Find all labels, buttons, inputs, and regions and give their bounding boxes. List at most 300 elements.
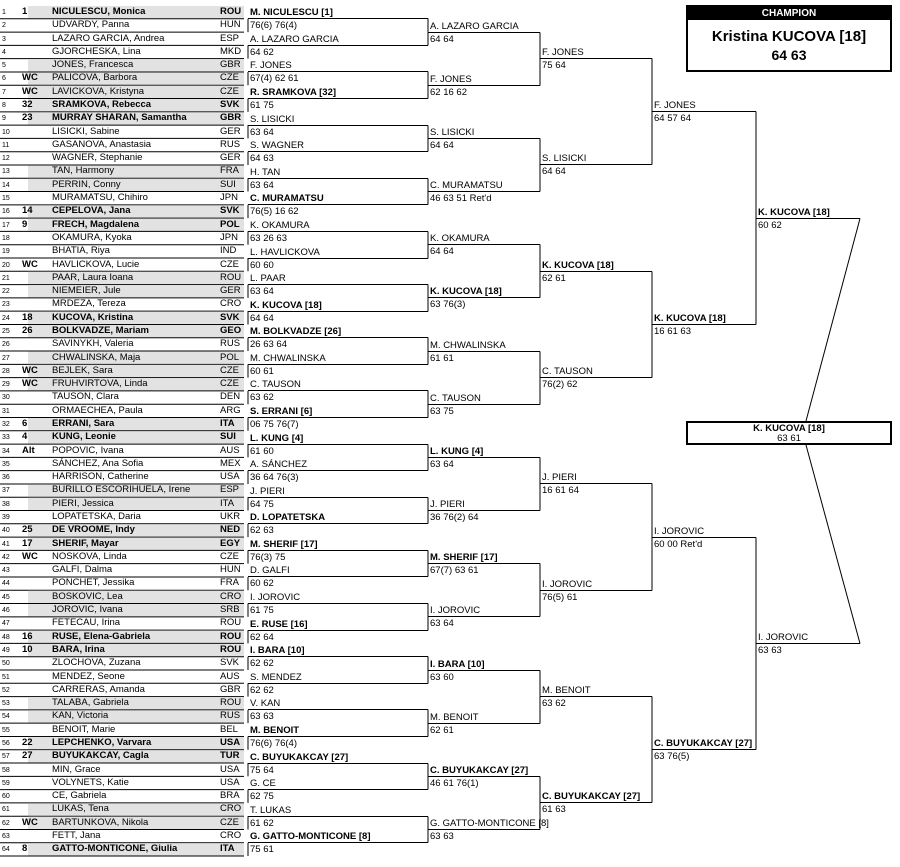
match-score: 63 75 [430, 405, 454, 417]
entry-nation: FRA [220, 577, 239, 589]
entry-number: 3 [2, 35, 6, 43]
entry-number: 38 [2, 500, 10, 508]
entry-name: KAN, Victoria [52, 710, 109, 722]
entry-name: BARA, Irina [52, 643, 105, 655]
entry-nation: USA [220, 763, 240, 775]
entry-name: PONCHET, Jessika [52, 577, 135, 589]
entry-name: SRAMKOVA, Rebecca [52, 99, 152, 111]
match-score: 62 61 [430, 724, 454, 736]
winner-name: M. CHWALINSKA [250, 352, 326, 364]
entry-name: MRDEZA, Tereza [52, 298, 126, 310]
match-score: 61 60 [250, 445, 274, 457]
match-score: 75 64 [542, 59, 566, 71]
match-score: 62 61 [542, 272, 566, 284]
winner-name: E. RUSE [16] [250, 618, 308, 630]
entry-nation: ROU [220, 271, 242, 283]
entry-seed: WC [22, 258, 38, 270]
entry-number: 44 [2, 580, 10, 588]
match-score: 63 64 [250, 179, 274, 191]
entry-number: 19 [2, 248, 10, 256]
entry-name: MIN, Grace [52, 763, 101, 775]
winner-name: L. PAAR [250, 272, 286, 284]
entry-number: 15 [2, 195, 10, 203]
entry-number: 16 [2, 208, 10, 216]
entry-number: 4 [2, 48, 6, 56]
match-score: 60 00 Ret'd [654, 538, 703, 550]
entry-number: 48 [2, 633, 10, 641]
match-score: 63 76(3) [430, 298, 466, 310]
entry-name: ERRANI, Sara [52, 417, 115, 429]
entry-name: BEJLEK, Sara [52, 364, 113, 376]
winner-name: K. KUCOVA [18] [250, 299, 322, 311]
entry-number: 59 [2, 779, 10, 787]
match-score: 60 62 [250, 577, 274, 589]
entry-nation: POL [220, 351, 240, 363]
entry-name: NICULESCU, Monica [52, 6, 146, 17]
winner-name: I. BARA [10] [430, 658, 485, 670]
entry-number: 24 [2, 314, 10, 322]
match-score: 76(6) 76(4) [250, 19, 297, 31]
entry-number: 56 [2, 739, 10, 747]
entry-name: JOROVIC, Ivana [52, 604, 123, 616]
entry-number: 18 [2, 234, 10, 242]
match-score: 63 62 [542, 697, 566, 709]
entry-seed: 8 [22, 843, 28, 855]
entry-number: 33 [2, 434, 10, 442]
entry-name: NIEMEIER, Jule [52, 285, 121, 297]
entry-number: 34 [2, 447, 10, 455]
entry-number: 62 [2, 819, 10, 827]
entry-number: 13 [2, 168, 10, 176]
entry-nation: RUS [220, 338, 241, 350]
entry-name: ZLOCHOVA, Zuzana [52, 657, 141, 669]
match-score: 62 62 [250, 684, 274, 696]
winner-name: C. TAUSON [250, 378, 301, 390]
winner-name: T. LUKAS [250, 804, 292, 816]
match-score: 36 76(2) 64 [430, 511, 479, 523]
entry-number: 8 [2, 102, 6, 110]
entry-name: DE VROOME, Indy [52, 524, 135, 536]
entry-nation: USA [220, 736, 241, 748]
entry-name: SÁNCHEZ, Ana Sofia [52, 457, 144, 469]
entry-name: LOPATETSKA, Daria [52, 511, 141, 523]
winner-name: F. JONES [654, 99, 696, 111]
match-score: 76(3) 75 [250, 551, 286, 563]
match-score: 16 61 63 [654, 325, 691, 337]
match-score: 64 64 [430, 245, 454, 257]
entry-nation: ROU [220, 630, 242, 642]
winner-name: K. KUCOVA [18] [542, 259, 614, 271]
entry-seed: WC [22, 816, 38, 828]
match-score: 64 64 [542, 165, 566, 177]
winner-name: L. HAVLICKOVA [250, 246, 320, 258]
entry-nation: USA [220, 471, 240, 483]
entry-name: FRUHVIRTOVA, Linda [52, 378, 148, 390]
entry-name: JONES, Francesca [52, 59, 134, 71]
entry-number: 21 [2, 274, 10, 282]
entry-seed: Alt [22, 444, 35, 456]
winner-name: S. LISICKI [250, 113, 295, 125]
entry-number: 23 [2, 301, 10, 309]
entry-nation: CRO [220, 590, 242, 602]
match-score: 64 63 [250, 152, 274, 164]
entry-number: 40 [2, 527, 10, 535]
entry-nation: ARG [220, 404, 241, 416]
entry-seed: 6 [22, 417, 28, 429]
winner-name: R. SRAMKOVA [32] [250, 86, 337, 98]
match-score: 60 61 [250, 365, 274, 377]
entry-number: 52 [2, 686, 10, 694]
champion-score: 64 63 [771, 47, 807, 63]
entry-number: 9 [2, 115, 6, 123]
entry-number: 61 [2, 806, 10, 814]
winner-name: S. LISICKI [542, 152, 587, 164]
entry-name: MURRAY SHARAN, Samantha [52, 112, 187, 124]
match-score: 26 63 64 [250, 338, 287, 350]
entry-nation: DEN [220, 391, 241, 403]
entry-nation: CRO [220, 298, 242, 310]
match-score: 61 75 [250, 99, 274, 111]
winner-name: M. NICULESCU [1] [250, 6, 333, 18]
match-score: 63 63 [250, 710, 274, 722]
entry-name: LEPCHENKO, Varvara [52, 736, 152, 748]
entry-name: PERRIN, Conny [52, 178, 121, 190]
entry-nation: ITA [220, 417, 235, 429]
winner-name: V. KAN [250, 697, 281, 709]
entry-name: ORMAECHEA, Paula [52, 404, 143, 416]
entry-seed: 27 [22, 750, 33, 762]
entry-nation: GER [220, 152, 241, 164]
entry-name: CARRERAS, Amanda [52, 683, 145, 695]
entry-nation: AUS [220, 670, 240, 682]
winner-name: M. SHERIF [17] [250, 538, 318, 550]
entry-nation: ITA [220, 497, 235, 509]
entry-number: 55 [2, 726, 10, 734]
final-winner: K. KUCOVA [18] [753, 423, 825, 434]
match-score: 46 63 51 Ret'd [430, 192, 492, 204]
entry-nation: MKD [220, 45, 242, 57]
entry-nation: ESP [220, 32, 240, 44]
match-score: 61 75 [250, 604, 274, 616]
winner-name: J. PIERI [430, 498, 465, 510]
match-score: 06 75 76(7) [250, 418, 299, 430]
match-score: 16 61 64 [542, 484, 579, 496]
match-score: 62 63 [250, 524, 274, 536]
entry-name: SHERIF, Mayar [52, 537, 119, 549]
match-score: 76(6) 76(4) [250, 737, 297, 749]
match-score: 60 62 [758, 219, 782, 231]
entry-nation: BRA [220, 790, 240, 802]
entry-name: TAUSON, Clara [52, 391, 119, 403]
entry-nation: SVK [220, 205, 240, 217]
entry-nation: IND [220, 245, 237, 257]
match-score: 63 63 [430, 830, 454, 842]
entry-name: HAVLICKOVA, Lucie [52, 258, 140, 270]
winner-name: D. LOPATETSKA [250, 511, 326, 523]
entry-number: 26 [2, 341, 10, 349]
winner-name: F. JONES [542, 46, 584, 58]
entry-number: 32 [2, 420, 10, 428]
entry-nation: ROU [220, 697, 242, 709]
entry-number: 36 [2, 474, 10, 482]
winner-name: C. TAUSON [542, 365, 593, 377]
entry-number: 11 [2, 141, 10, 149]
entry-number: 5 [2, 62, 6, 70]
winner-name: F. JONES [430, 73, 472, 85]
entry-name: FRECH, Magdalena [52, 218, 140, 230]
winner-name: G. GATTO-MONTICONE [8] [250, 830, 371, 842]
entry-nation: POL [220, 218, 240, 230]
champion-box [686, 5, 892, 72]
entry-seed: 4 [22, 431, 28, 443]
entry-nation: CZE [220, 378, 239, 390]
winner-name: K. OKAMURA [250, 219, 310, 231]
entry-seed: WC [22, 72, 38, 84]
winner-name: I. BARA [10] [250, 644, 305, 656]
entry-name: GALFI, Dalma [52, 564, 113, 576]
entry-seed: 10 [22, 643, 33, 655]
match-score: 62 64 [250, 631, 274, 643]
entry-seed: 32 [22, 99, 33, 111]
winner-name: C. MURAMATSU [430, 179, 503, 191]
entry-nation: SUI [220, 178, 236, 190]
winner-name: M. SHERIF [17] [430, 551, 498, 563]
entry-nation: RUS [220, 138, 241, 150]
entry-name: LAVICKOVA, Kristyna [52, 85, 145, 97]
entry-name: BURILLO ESCORIHUELA, Irene [52, 484, 191, 496]
entry-nation: NED [220, 524, 241, 536]
entry-nation: SVK [220, 99, 240, 111]
winner-name: K. KUCOVA [18] [654, 312, 726, 324]
entry-seed: WC [22, 550, 38, 562]
entry-name: FETT, Jana [52, 829, 101, 841]
winner-name: A. SÁNCHEZ [250, 458, 308, 470]
match-score: 75 64 [250, 764, 274, 776]
entry-name: BHATIA, Riya [52, 245, 110, 257]
entry-seed: 26 [22, 324, 33, 336]
winner-name: I. JOROVIC [758, 631, 809, 643]
entry-nation: CZE [220, 258, 239, 270]
match-score: 63 64 [250, 285, 274, 297]
entry-seed: 1 [22, 6, 28, 17]
entry-nation: ROU [220, 643, 242, 655]
winner-name: S. MENDEZ [250, 671, 302, 683]
entry-name: FETECAU, Irina [52, 617, 121, 629]
entry-name: BUYUKAKCAY, Cagla [52, 750, 149, 762]
entry-name: TALABA, Gabriela [52, 697, 129, 709]
match-score: 67(4) 62 61 [250, 72, 299, 84]
match-score: 61 61 [430, 352, 454, 364]
final-box [686, 421, 892, 445]
entry-number: 63 [2, 832, 10, 840]
entry-number: 17 [2, 221, 10, 229]
entry-number: 37 [2, 487, 10, 495]
entry-number: 14 [2, 181, 10, 189]
entry-nation: SUI [220, 431, 236, 443]
entry-number: 54 [2, 713, 10, 721]
entry-name: MENDEZ, Seone [52, 670, 125, 682]
entry-name: WAGNER, Stephanie [52, 152, 143, 164]
entry-nation: EGY [220, 537, 241, 549]
winner-name: C. BUYUKAKCAY [27] [250, 751, 349, 763]
entry-nation: ROU [220, 6, 242, 17]
entry-nation: JPN [220, 231, 238, 243]
winner-name: I. JOROVIC [654, 525, 705, 537]
entry-nation: UKR [220, 511, 241, 523]
entry-nation: AUS [220, 444, 240, 456]
entry-name: GJORCHESKA, Lina [52, 45, 141, 57]
match-score: 76(2) 62 [542, 378, 578, 390]
winner-name: I. JOROVIC [542, 578, 593, 590]
entry-nation: CZE [220, 364, 239, 376]
entry-number: 31 [2, 407, 10, 415]
winner-name: G. CE [250, 777, 276, 789]
match-score: 62 62 [250, 657, 274, 669]
match-score: 63 64 [430, 458, 454, 470]
entry-seed: 16 [22, 630, 33, 642]
entry-number: 57 [2, 753, 10, 761]
bracket-line [806, 445, 860, 644]
match-score: 64 64 [430, 33, 454, 45]
entry-nation: HUN [220, 19, 241, 31]
winner-name: M. CHWALINSKA [430, 339, 506, 351]
winner-name: K. OKAMURA [430, 232, 490, 244]
entry-nation: USA [220, 776, 240, 788]
entry-number: 46 [2, 607, 10, 615]
match-score: 64 57 64 [654, 112, 691, 124]
winner-name: C. BUYUKAKCAY [27] [430, 764, 529, 776]
match-score: 63 64 [250, 126, 274, 138]
entry-number: 1 [2, 9, 6, 16]
entry-nation: CZE [220, 85, 239, 97]
winner-name: J. PIERI [542, 471, 577, 483]
entry-seed: 25 [22, 524, 33, 536]
entry-name: KUCOVA, Kristina [52, 311, 134, 323]
winner-name: M. BENOIT [430, 711, 479, 723]
entry-name: UDVARDY, Panna [52, 19, 130, 31]
winner-name: M. BOLKVADZE [26] [250, 325, 342, 337]
entry-nation: GBR [220, 59, 241, 71]
match-score: 63 26 63 [250, 232, 287, 244]
entry-number: 53 [2, 700, 10, 708]
entry-name: POPOVIC, Ivana [52, 444, 124, 456]
final-score: 63 61 [777, 433, 801, 444]
entry-name: TAN, Harmony [52, 165, 115, 177]
entry-number: 12 [2, 155, 10, 163]
entry-name: PAAR, Laura Ioana [52, 271, 134, 283]
match-score: 64 64 [430, 139, 454, 151]
entry-nation: CRO [220, 829, 242, 841]
entry-number: 45 [2, 593, 10, 601]
winner-name: L. KUNG [4] [430, 445, 484, 457]
entry-nation: SRB [220, 604, 240, 616]
winner-name: C. TAUSON [430, 392, 481, 404]
match-score: 64 62 [250, 46, 274, 58]
winner-name: J. PIERI [250, 485, 285, 497]
entry-number: 35 [2, 460, 10, 468]
entry-seed: 23 [22, 112, 33, 124]
bracket-line [806, 219, 860, 422]
entry-nation: SVK [220, 311, 240, 323]
winner-name: C. BUYUKAKCAY [27] [542, 790, 641, 802]
entry-seed: 9 [22, 218, 28, 230]
entry-nation: CRO [220, 803, 242, 815]
entry-number: 39 [2, 514, 10, 522]
entry-nation: ESP [220, 484, 240, 496]
entry-nation: SVK [220, 657, 240, 669]
match-score: 63 62 [250, 391, 274, 403]
winner-name: A. LAZARO GARCIA [430, 20, 519, 32]
winner-name: S. LISICKI [430, 126, 475, 138]
entry-number: 2 [2, 22, 6, 30]
entry-name: RUSE, Elena-Gabriela [52, 630, 151, 642]
entry-number: 49 [2, 646, 10, 654]
entry-number: 29 [2, 381, 10, 389]
entry-nation: BEL [220, 723, 238, 735]
entry-name: BOLKVADZE, Mariam [52, 324, 149, 336]
match-score: 61 63 [542, 803, 566, 815]
entry-name: MURAMATSU, Chihiro [52, 192, 148, 204]
entry-seed: 17 [22, 537, 33, 549]
winner-name: G. GATTO-MONTICONE [8] [430, 817, 549, 829]
entry-nation: CZE [220, 550, 239, 562]
winner-name: M. BENOIT [542, 684, 591, 696]
winner-name: M. BENOIT [250, 724, 300, 736]
entry-number: 58 [2, 766, 10, 774]
entry-seed: WC [22, 85, 38, 97]
match-score: 67(7) 63 61 [430, 564, 479, 576]
entry-name: GASANOVA, Anastasia [52, 138, 152, 150]
entry-name: LUKAS, Tena [52, 803, 109, 815]
match-score: 61 62 [250, 817, 274, 829]
entry-nation: MEX [220, 457, 241, 469]
entry-name: NOSKOVA, Linda [52, 550, 127, 562]
entry-name: OKAMURA, Kyoka [52, 231, 132, 243]
entry-name: HARRISON, Catherine [52, 471, 149, 483]
entry-number: 22 [2, 288, 10, 296]
winner-name: C. MURAMATSU [250, 192, 324, 204]
match-score: 60 60 [250, 259, 274, 271]
match-score: 36 64 76(3) [250, 471, 299, 483]
entry-seed: WC [22, 364, 38, 376]
match-score: 63 76(5) [654, 750, 690, 762]
entry-number: 25 [2, 327, 10, 335]
winner-name: C. BUYUKAKCAY [27] [654, 737, 753, 749]
entry-number: 6 [2, 75, 6, 83]
entry-nation: CZE [220, 72, 239, 84]
entry-nation: RUS [220, 710, 241, 722]
champion-header: CHAMPION [688, 7, 890, 20]
entry-nation: JPN [220, 192, 238, 204]
entry-number: 64 [2, 846, 10, 854]
winner-name: S. ERRANI [6] [250, 405, 313, 417]
entry-number: 50 [2, 660, 10, 668]
match-score: 64 64 [250, 312, 274, 324]
entry-name: BENOIT, Marie [52, 723, 116, 735]
entry-number: 20 [2, 261, 10, 269]
entry-name: LAZARO GARCIA, Andrea [52, 32, 165, 44]
entry-name: KUNG, Leonie [52, 431, 116, 443]
entry-name: PIERI, Jessica [52, 497, 114, 509]
entry-number: 42 [2, 553, 10, 561]
entry-number: 27 [2, 354, 10, 362]
match-score: 62 75 [250, 790, 274, 802]
entry-nation: ROU [220, 617, 242, 629]
entry-seed: 22 [22, 736, 33, 748]
winner-name: I. JOROVIC [250, 591, 301, 603]
entry-nation: ITA [220, 843, 235, 855]
match-score: 64 75 [250, 498, 274, 510]
